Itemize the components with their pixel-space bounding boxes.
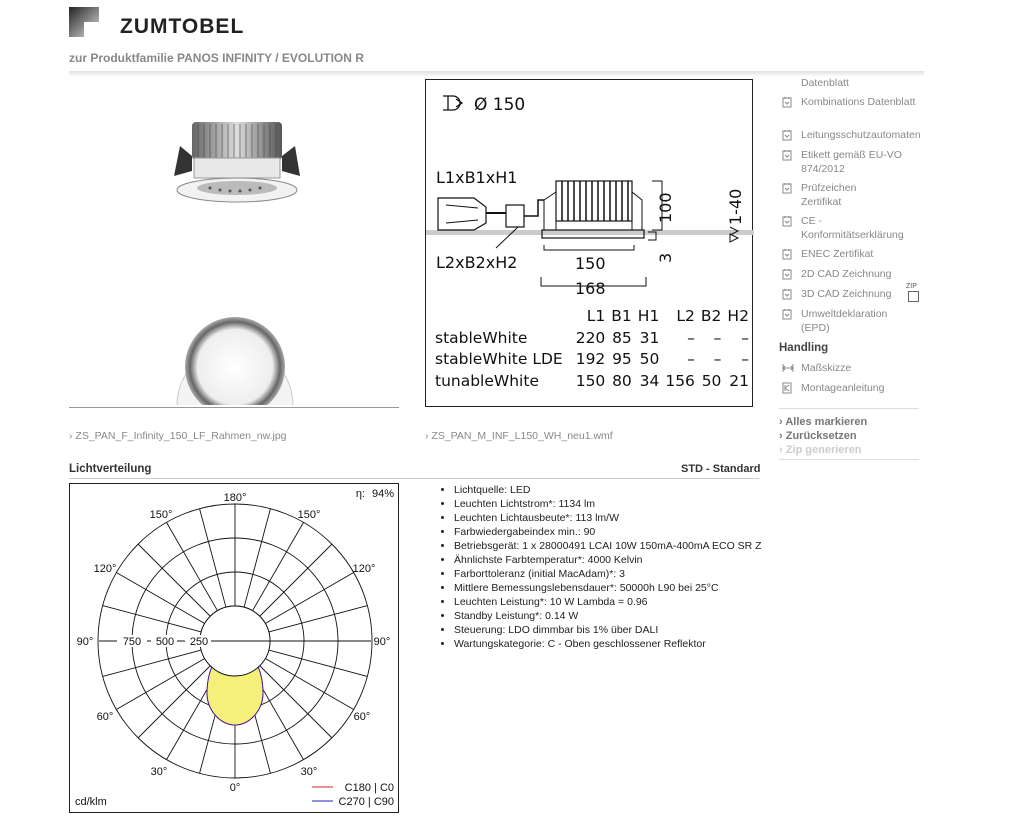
table-cell: 156	[665, 371, 695, 390]
angle-label: 150°	[149, 509, 173, 521]
table-header-cell: L2	[676, 307, 695, 325]
table-cell: stableWhite LDE	[435, 350, 563, 368]
table-cell: 31	[639, 328, 660, 347]
table-cell: tunableWhite	[435, 371, 539, 390]
legend-label: C270 | C90	[338, 796, 394, 808]
table-header-cell: B2	[700, 307, 722, 325]
angle-label: 30°	[300, 766, 318, 778]
light-distribution-variant: STD - Standard	[681, 463, 761, 475]
table-cell: 192	[575, 350, 606, 368]
angle-label: 120°	[352, 563, 376, 575]
label-l2b2h2: L2xB2xH2	[436, 253, 518, 272]
download-label: 2D CAD Zeichnung	[801, 268, 892, 280]
dim-168: 168	[575, 279, 606, 298]
table-cell: –	[741, 328, 749, 347]
table-cell: 95	[612, 350, 632, 368]
table-header-cell: H1	[637, 307, 660, 325]
zip-checkbox[interactable]	[908, 291, 919, 302]
table-row	[435, 371, 752, 393]
zip-label: ZIP	[906, 283, 917, 290]
table-cell: 50	[639, 350, 660, 368]
angle-label: 60°	[96, 711, 114, 723]
radial-tick-label: 750	[122, 636, 142, 648]
spec-item: • Mittlere Bemessungslebensdauer*: 50000h L90 bei 25°C	[454, 581, 779, 595]
table-header-cell: L1	[586, 307, 606, 325]
dimension-table-header	[435, 306, 752, 328]
download-label: Kombinations Datenblatt	[801, 96, 916, 108]
radial-tick-label: 250	[189, 636, 209, 648]
download-umweltdeklaration[interactable]	[779, 307, 929, 335]
table-header-cell	[435, 306, 573, 328]
spec-item: • Farbwiedergabeindex min.: 90	[454, 525, 779, 539]
radial-tick-label: 500	[155, 636, 175, 648]
dim-100: 100	[656, 192, 675, 223]
table-cell: 80	[612, 371, 632, 390]
table-cell: stableWhite	[435, 328, 528, 347]
download-label: Umweltdeklaration (EPD)	[801, 308, 888, 334]
mark-all-link[interactable]: › Alles markieren	[779, 416, 868, 428]
angle-label: 150°	[297, 509, 321, 521]
image-divider	[69, 407, 399, 408]
spec-list	[438, 483, 779, 651]
download-label: Prüfzeichen Zertifikat	[801, 182, 857, 208]
pdf-download-icon	[782, 96, 792, 108]
table-cell: 21	[729, 371, 749, 390]
polar-light-distribution-chart[interactable]	[69, 483, 399, 813]
header-divider	[69, 71, 924, 77]
pdf-download-icon	[782, 129, 792, 141]
handling-label: Montageanleitung	[801, 382, 885, 394]
spec-item: • Steuerung: LDO dimmbar bis 1% über DALI	[454, 623, 779, 637]
pdf-download-icon	[782, 182, 792, 194]
table-row	[435, 349, 752, 371]
section-divider	[69, 478, 759, 479]
table-cell: –	[713, 328, 722, 347]
eta-label: η:	[355, 488, 365, 500]
angle-label: 0°	[229, 782, 241, 794]
handling-title: Handling	[779, 342, 829, 354]
product-photo[interactable]	[170, 116, 305, 208]
product-family-link[interactable]: zur Produktfamilie PANOS INFINITY / EVOLUTION R	[69, 51, 364, 65]
pdf-download-icon	[782, 288, 792, 300]
table-header-cell: B1	[611, 307, 632, 325]
spec-item: • Leuchten Lichtstrom*: 1134 lm	[454, 497, 779, 511]
spec-item: • Standby Leistung*: 0.14 W	[454, 609, 779, 623]
pdf-download-icon	[782, 149, 792, 161]
product-front-view[interactable]	[175, 305, 295, 405]
legend-label: C180 | C0	[344, 782, 394, 794]
dim-150: 150	[575, 254, 606, 273]
zumtobel-logo-icon	[69, 7, 99, 37]
eta-value: 94%	[371, 488, 394, 500]
spec-item: • Leuchten Leistung*: 10 W Lambda = 0.96	[454, 595, 779, 609]
table-header-cell: H2	[727, 307, 749, 325]
angle-label: 60°	[353, 711, 371, 723]
table-cell: –	[687, 350, 695, 368]
image-caption-left[interactable]: › ZS_PAN_F_Infinity_150_LF_Rahmen_nw.jpg	[69, 430, 287, 442]
sidebar-divider	[779, 459, 919, 460]
angle-label: 120°	[93, 563, 117, 575]
spec-item: • Lichtquelle: LED	[454, 483, 779, 497]
cutout-diameter-icon	[443, 96, 462, 110]
spec-item: • Farborttoleranz (initial MacAdam)*: 3	[454, 567, 779, 581]
cutout-diameter: Ø 150	[474, 95, 526, 115]
light-distribution-title: Lichtverteilung	[69, 463, 152, 475]
dim-3: 3	[656, 252, 675, 263]
label-l1b1h1: L1xB1xH1	[436, 168, 518, 187]
sidebar-divider	[779, 408, 919, 409]
unit-label: cd/klm	[75, 796, 107, 808]
spec-item: • Leuchten Lichtausbeute*: 113 lm/W	[454, 511, 779, 525]
pdf-download-icon	[782, 268, 792, 280]
pdf-download-icon	[782, 248, 792, 260]
image-caption-right[interactable]: › ZS_PAN_M_INF_L150_WH_neu1.wmf	[425, 430, 613, 442]
dimension-arrows-icon	[782, 362, 794, 374]
table-cell: 220	[575, 328, 606, 347]
download-label: Leitungsschutzautomaten	[801, 129, 921, 141]
download-label: Etikett gemäß EU-VO 874/2012	[801, 149, 902, 175]
spec-item: • Ähnlichste Farbtemperatur*: 4000 Kelvin	[454, 553, 779, 567]
table-cell: 150	[575, 371, 606, 390]
angle-label: 90°	[76, 636, 94, 648]
download-label: ENEC Zertifikat	[801, 248, 874, 260]
table-row	[435, 328, 752, 350]
generate-zip-link[interactable]: › Zip generieren	[779, 444, 862, 456]
table-cell: –	[687, 328, 695, 347]
download-kombinations-datenblatt[interactable]	[779, 95, 929, 123]
dimension-drawing[interactable]	[425, 79, 753, 407]
instructions-icon	[782, 382, 792, 394]
pdf-download-icon	[782, 215, 792, 227]
download-etikett[interactable]	[779, 148, 929, 176]
table-cell: 50	[701, 371, 722, 390]
spec-item: • Wartungskategorie: C - Oben geschlossener Reflektor	[454, 637, 779, 651]
handling-label: Maßskizze	[801, 362, 852, 374]
angle-label: 30°	[150, 766, 168, 778]
dim-1-40: 1-40	[726, 188, 745, 225]
download-label: 3D CAD Zeichnung	[801, 288, 892, 300]
download-label: CE - Konformitätserklärung	[801, 215, 904, 241]
download-ce-konformitaet[interactable]	[779, 214, 929, 242]
download-pruefzeichen[interactable]	[779, 181, 929, 209]
dimension-table	[435, 306, 752, 392]
table-cell: 34	[639, 371, 660, 390]
spec-item: • Betriebsgerät: 1 x 28000491 LCAI 10W 150mA-400mA ECO SR Z	[454, 539, 779, 553]
table-cell: –	[741, 350, 749, 368]
table-cell: –	[713, 350, 722, 368]
angle-label: 180°	[223, 492, 247, 504]
download-label: Datenblatt	[801, 77, 849, 89]
reset-link[interactable]: › Zurücksetzen	[779, 430, 857, 442]
brand-name: ZUMTOBEL	[120, 15, 245, 38]
table-cell: 85	[612, 328, 632, 347]
pdf-download-icon	[782, 308, 792, 320]
angle-label: 90°	[373, 636, 391, 648]
